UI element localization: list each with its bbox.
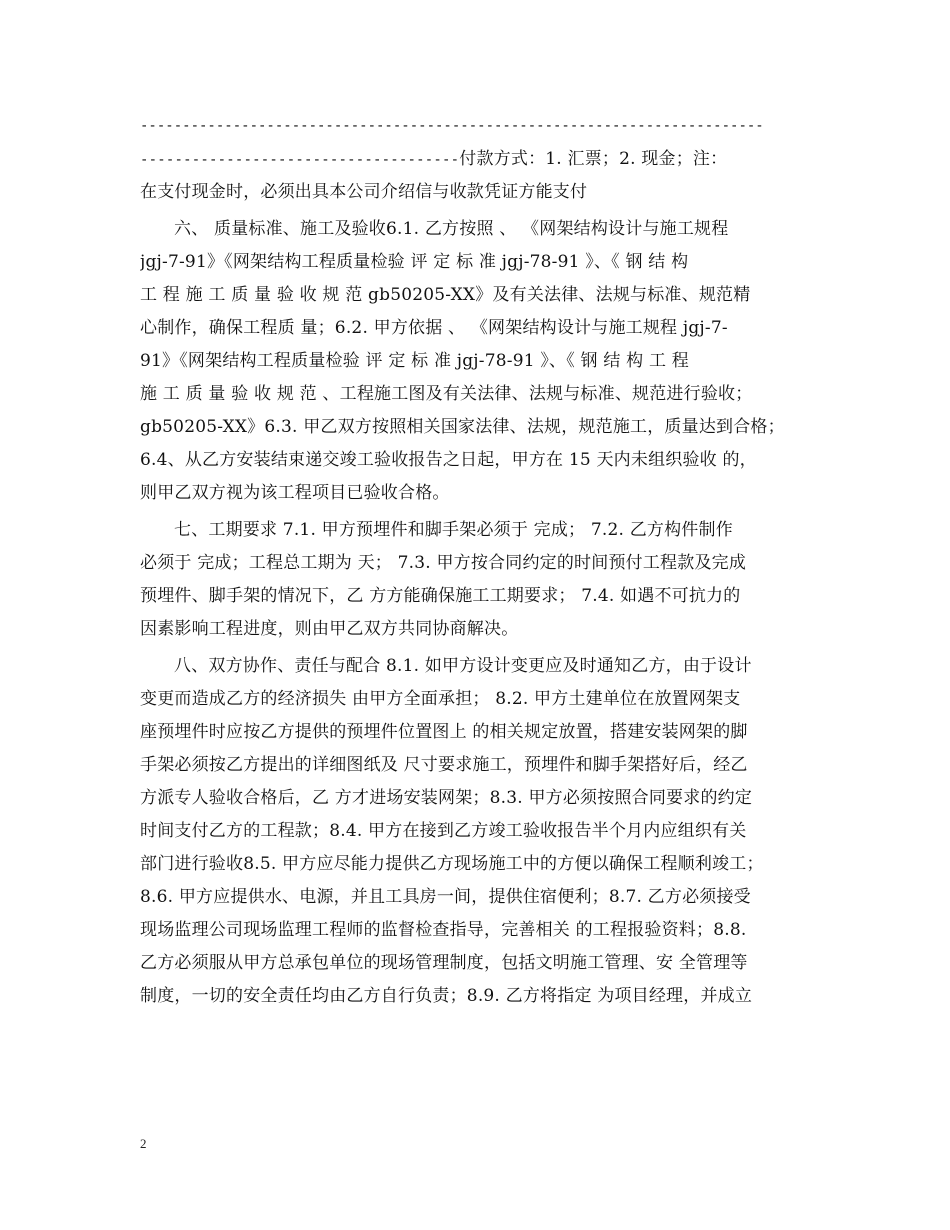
- section-7-paragraph: [140, 514, 815, 646]
- paragraph-line: 部门进行验收8.5. 甲方应尽能力提供乙方现场施工中的方便以确保工程顺利竣工；: [140, 854, 764, 874]
- paragraph-line: 座预埋件时应按乙方提供的预埋件位置图上 的相关规定放置，搭建安装网架的脚: [140, 722, 748, 742]
- paragraph-line: 乙方必须服从甲方总承包单位的现场管理制度，包括文明施工管理、安 全管理等: [140, 953, 748, 973]
- paragraph-line: 八、双方协作、责任与配合 8.1. 如甲方设计变更应及时通知乙方，由于设计: [174, 656, 752, 676]
- paragraph-line: 工 程 施 工 质 量 验 收 规 范 gb50205-XX》及有关法律、法规与标准、规范精: [140, 285, 751, 305]
- document-body: [140, 110, 815, 1013]
- section-8-paragraph: [140, 650, 815, 1013]
- paragraph-line: 七、工期要求 7.1. 甲方预埋件和脚手架必须于 完成； 7.2. 乙方构件制作: [174, 520, 733, 540]
- payment-method-line: [140, 143, 815, 176]
- paragraph-line: 因素影响工程进度，则由甲乙双方共同协商解决。: [140, 619, 519, 639]
- paragraph-line: 6.4、从乙方安装结束递交竣工验收报告之日起，甲方在 15 天内未组织验收 的，: [140, 450, 757, 470]
- paragraph-line: jgj-7-91》《网架结构工程质量检验 评 定 标 准 jgj-78-91 》、《 钢 结 构: [140, 252, 689, 272]
- paragraph-line: 心制作，确保工程质 量；6.2. 甲方依据 、 《网架结构设计与施工规程 jgj-7-: [140, 318, 728, 338]
- payment-note-line: 在支付现金时，必须出具本公司介绍信与收款凭证方能支付: [140, 182, 588, 202]
- paragraph-line: 必须于 完成；工程总工期为 天； 7.3. 甲方按合同约定的时间预付工程款及完成: [140, 553, 747, 573]
- paragraph-line: 则甲乙双方视为该工程项目已验收合格。: [140, 483, 450, 503]
- paragraph-line: 91》《网架结构工程质量检验 评 定 标 准 jgj-78-91 》、《 钢 结 构 工 程: [140, 351, 689, 371]
- paragraph-line: 时间支付乙方的工程款；8.4. 甲方在接到乙方竣工验收报告半个月内应组织有关: [140, 821, 747, 841]
- page-number: 2: [140, 1136, 147, 1151]
- payment-method-text: 付款方式：1. 汇票；2. 现金；注：: [459, 149, 728, 169]
- paragraph-line: 预埋件、脚手架的情况下，乙 方方能确保施工工期要求； 7.4. 如遇不可抗力的: [140, 586, 741, 606]
- paragraph-line: 施 工 质 量 验 收 规 范 、工程施工图及有关法律、法规与标准、规范进行验收；: [140, 384, 753, 404]
- payment-dashes: -------------------------------------: [140, 152, 460, 168]
- paragraph-line: gb50205-XX》6.3. 甲乙双方按照相关国家法律、法规，规范施工，质量达到合格；: [140, 417, 785, 437]
- paragraph-line: 方派专人验收合格后，乙 方才进场安装网架；8.3. 甲方必须按照合同要求的约定: [140, 788, 753, 808]
- paragraph-line: 变更而造成乙方的经济损失 由甲方全面承担； 8.2. 甲方土建单位在放置网架支: [140, 689, 741, 709]
- paragraph-line: 手架必须按乙方提出的详细图纸及 尺寸要求施工，预埋件和脚手架搭好后，经乙: [140, 755, 748, 775]
- paragraph-line: 六、 质量标准、施工及验收6.1. 乙方按照 、 《网架结构设计与施工规程: [174, 219, 729, 239]
- divider-line: --------------------------------------------------------------------------: [140, 118, 764, 134]
- paragraph-line: 8.6. 甲方应提供水、电源，并且工具房一间，提供住宿便利；8.7. 乙方必须接受: [140, 887, 751, 907]
- paragraph-line: 现场监理公司现场监理工程师的监督检查指导，完善相关 的工程报验资料；8.8.: [140, 920, 747, 940]
- section-6-paragraph: [140, 213, 815, 510]
- paragraph-line: 制度，一切的安全责任均由乙方自行负责；8.9. 乙方将指定 为项目经理，并成立: [140, 986, 753, 1006]
